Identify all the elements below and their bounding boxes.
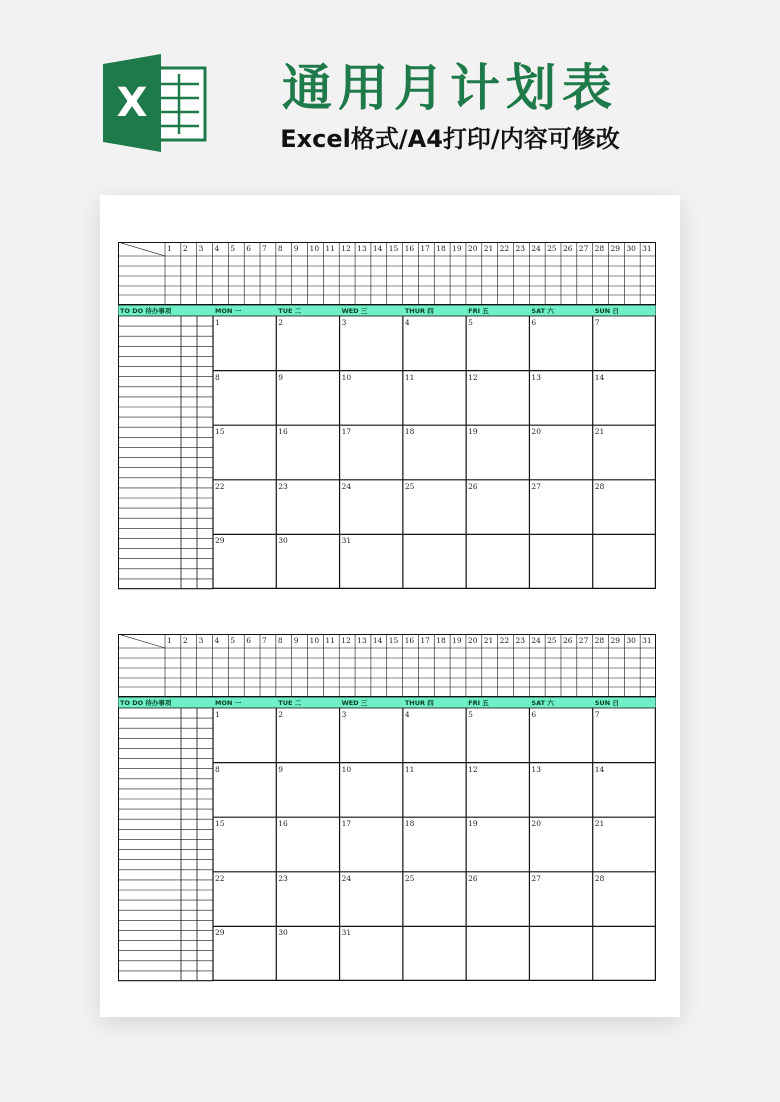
tracker-day-number: 14 [372,636,383,645]
tracker-day-number: 6 [246,636,251,645]
tracker-day-number: 5 [230,244,236,253]
logo-letter: X [116,80,148,126]
calendar-day-number: 20 [531,427,541,437]
calendar-day-number: 12 [468,372,478,382]
weekday-header: FRI 五 [468,306,489,315]
calendar-day-number: 30 [278,928,288,938]
tracker-day-number: 11 [325,244,335,253]
weekday-header: SUN 日 [594,698,619,707]
tracker-day-number: 22 [499,244,510,253]
weekday-header: MON 一 [215,698,242,707]
tracker-day-number: 27 [578,244,589,253]
tracker-day-number: 4 [214,244,220,253]
weekday-header: TUE 二 [278,698,302,707]
weekday-header: FRI 五 [468,698,489,707]
calendar-day-number: 17 [341,819,352,829]
tracker-day-number: 17 [420,636,430,645]
calendar-day-number: 7 [594,710,600,719]
calendar-day-number: 14 [594,764,605,774]
calendar-day-number: 2 [278,318,284,327]
calendar-day-number: 6 [531,318,537,327]
calendar-day-number: 14 [594,372,605,382]
calendar-day-number: 2 [278,710,284,719]
tracker-day-number: 21 [483,636,494,645]
tracker-day-number: 17 [420,244,430,253]
tracker-day-number: 14 [372,244,383,253]
tracker-day-number: 22 [499,636,510,645]
tracker-day-number: 19 [452,636,462,645]
excel-icon [103,54,209,152]
calendar-day-number: 10 [341,764,352,774]
weekday-header: SAT 六 [531,698,554,707]
tracker-day-number: 9 [293,244,299,253]
calendar-day-number: 21 [594,427,605,437]
tracker-day-number: 11 [325,636,335,645]
calendar-day-number: 5 [468,318,473,327]
calendar-day-number: 18 [404,819,415,829]
tracker-day-number: 30 [626,636,636,645]
calendar-day-number: 23 [278,873,288,883]
tracker-day-number: 7 [262,244,267,253]
calendar-day-number: 30 [278,536,288,546]
calendar-day-number: 23 [278,481,288,491]
tracker-day-number: 2 [182,636,188,645]
calendar-day-number: 24 [341,873,352,883]
tracker-day-number: 28 [594,244,605,253]
tracker-day-number: 26 [562,244,573,253]
calendar-day-number: 6 [531,710,537,719]
calendar-day-number: 9 [278,764,284,774]
calendar-day-number: 31 [341,928,352,938]
weekday-header: SUN 日 [594,306,619,315]
tracker-day-number: 21 [483,244,494,253]
calendar-day-number: 9 [278,372,284,382]
weekday-header: THUR 四 [404,306,434,315]
calendar-day-number: 4 [404,710,410,719]
calendar-day-number: 20 [531,819,541,829]
tracker-day-number: 23 [515,244,525,253]
tracker-day-number: 25 [547,636,557,645]
calendar-day-number: 17 [341,427,352,437]
tracker-day-number: 20 [467,244,478,253]
calendar-day-number: 26 [468,481,478,491]
calendar-day-number: 21 [594,819,605,829]
calendar-day-number: 28 [594,873,605,883]
tracker-day-number: 3 [198,636,204,645]
tracker-day-number: 13 [357,244,367,253]
tracker-day-number: 8 [277,244,283,253]
tracker-day-number: 8 [277,636,283,645]
weekday-header: SAT 六 [531,306,554,315]
calendar-day-number: 25 [404,873,415,883]
tracker-day-number: 30 [626,244,636,253]
tracker-day-number: 18 [436,244,446,253]
weekday-header: TUE 二 [278,306,302,315]
todo-header-label: TO DO 待办事项 [120,698,172,707]
calendar-day-number: 25 [404,481,415,491]
calendar-day-number: 7 [594,318,600,327]
calendar-day-number: 19 [468,819,478,829]
todo-header-label: TO DO 待办事项 [120,306,172,315]
calendar-day-number: 28 [594,481,605,491]
calendar-day-number: 16 [278,819,288,829]
calendar-day-number: 11 [404,764,415,774]
page-title: 通用月计划表 [282,59,618,117]
tracker-day-number: 28 [594,636,605,645]
calendar-day-number: 19 [468,427,478,437]
tracker-day-number: 15 [388,244,399,253]
tracker-day-number: 26 [562,636,573,645]
tracker-day-number: 1 [167,244,172,253]
tracker-day-number: 12 [341,636,351,645]
weekday-header: MON 一 [215,306,242,315]
calendar-day-number: 29 [215,928,225,938]
calendar-day-number: 31 [341,536,352,546]
tracker-day-number: 15 [388,636,399,645]
tracker-day-number: 29 [610,636,621,645]
tracker-day-number: 3 [198,244,204,253]
tracker-corner-diagonal [118,634,165,648]
tracker-day-number: 13 [357,636,367,645]
tracker-day-number: 4 [214,636,220,645]
calendar-day-number: 12 [468,764,478,774]
tracker-day-number: 24 [531,636,541,645]
calendar-day-number: 10 [341,372,352,382]
calendar-day-number: 3 [341,318,347,327]
calendar-day-number: 11 [404,372,415,382]
tracker-day-number: 25 [547,244,557,253]
calendar-day-number: 16 [278,427,288,437]
tracker-day-number: 24 [531,244,541,253]
calendar-day-number: 24 [341,481,352,491]
tracker-day-number: 10 [309,636,320,645]
calendar-day-number: 29 [215,536,225,546]
tracker-day-number: 19 [452,244,462,253]
tracker-day-number: 18 [436,636,446,645]
calendar-day-number: 15 [215,819,225,829]
tracker-day-number: 16 [404,244,415,253]
tracker-day-number: 7 [262,636,267,645]
tracker-day-number: 2 [182,244,188,253]
tracker-day-number: 27 [578,636,589,645]
calendar-day-number: 1 [215,318,220,327]
tracker-day-number: 9 [293,636,299,645]
calendar-day-number: 26 [468,873,478,883]
weekday-header: THUR 四 [404,698,434,707]
tracker-day-number: 10 [309,244,320,253]
calendar-day-number: 18 [404,427,415,437]
tracker-day-number: 29 [610,244,621,253]
tracker-corner-diagonal [118,242,165,256]
page-header [0,0,780,170]
tracker-day-number: 12 [341,244,351,253]
tracker-day-number: 16 [404,636,415,645]
calendar-day-number: 27 [531,873,541,883]
calendar-day-number: 13 [531,764,541,774]
calendar-day-number: 3 [341,710,347,719]
weekday-header: WED 三 [341,306,368,315]
tracker-day-number: 5 [230,636,236,645]
calendar-day-number: 5 [468,710,473,719]
header-band [118,697,656,708]
monthly-planner-sheet-2 [118,634,656,982]
calendar-day-number: 4 [404,318,410,327]
tracker-day-number: 1 [167,636,172,645]
calendar-day-number: 8 [215,764,220,774]
calendar-day-number: 1 [215,710,220,719]
tracker-day-number: 20 [467,636,478,645]
tracker-day-number: 31 [642,636,652,645]
calendar-day-number: 27 [531,481,541,491]
calendar-day-number: 15 [215,427,225,437]
tracker-day-number: 31 [642,244,652,253]
weekday-header: WED 三 [341,698,368,707]
page-subtitle: Excel格式/A4打印/内容可修改 [280,125,620,153]
calendar-day-number: 13 [531,372,541,382]
calendar-day-number: 22 [215,873,225,883]
monthly-planner-sheet-1 [118,242,656,590]
calendar-day-number: 8 [215,372,220,382]
calendar-day-number: 22 [215,481,225,491]
header-band [118,305,656,316]
tracker-day-number: 23 [515,636,525,645]
tracker-day-number: 6 [246,244,251,253]
